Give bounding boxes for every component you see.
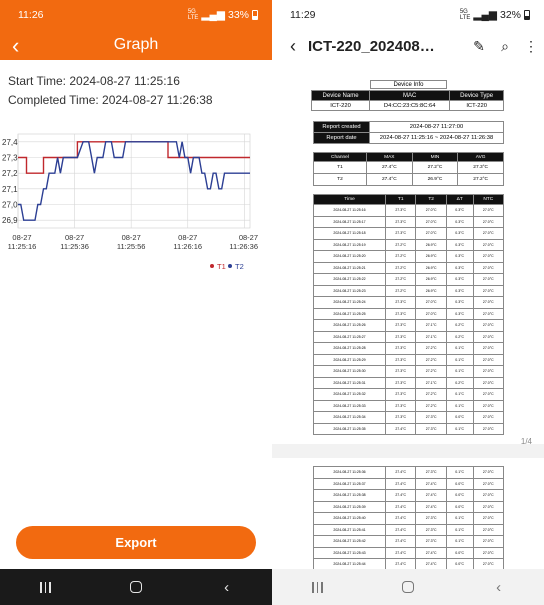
table-cell: 2024-08-27 11:25:34 bbox=[314, 412, 386, 424]
table-cell: 27.4°C bbox=[386, 478, 416, 490]
table-row bbox=[314, 478, 504, 490]
table-cell: 2024-08-27 11:25:40 bbox=[314, 513, 386, 525]
mac-header: MAC bbox=[370, 91, 450, 101]
table-cell: 27.0°C bbox=[416, 228, 446, 240]
data-header: ΔT bbox=[446, 195, 473, 205]
table-cell: 2024-08-27 11:25:26 bbox=[314, 320, 386, 332]
table-row bbox=[314, 524, 504, 536]
table-row bbox=[314, 285, 504, 297]
report-created-value: 2024-08-27 11:27:00 bbox=[370, 122, 504, 133]
table-cell: 27.0°C bbox=[473, 423, 503, 435]
legend-label-t2: T2 bbox=[235, 262, 244, 271]
pdf-page-2[interactable] bbox=[272, 458, 544, 570]
table-cell: 0.1°C bbox=[446, 513, 473, 525]
edit-icon: ✎ bbox=[473, 37, 485, 54]
table-cell: 27.3°C bbox=[386, 377, 416, 389]
table-row bbox=[314, 239, 504, 251]
home-button[interactable] bbox=[111, 572, 161, 602]
table-cell: 27.0°C bbox=[473, 400, 503, 412]
table-cell: 2024-08-27 11:25:22 bbox=[314, 274, 386, 286]
table-cell: 27.2°C bbox=[386, 262, 416, 274]
home-icon bbox=[402, 581, 414, 593]
table-cell: 27.3°C bbox=[386, 320, 416, 332]
status-bar bbox=[272, 0, 544, 30]
table-cell: 2024-08-27 11:25:42 bbox=[314, 536, 386, 548]
table-cell: 27.0°C bbox=[473, 285, 503, 297]
y-tick-label: 27,4 bbox=[2, 137, 18, 147]
battery-level: 33% bbox=[227, 9, 249, 21]
channel-header: AVG bbox=[458, 153, 504, 162]
device-type-value: ICT-220 bbox=[450, 101, 504, 111]
table-cell: 0.0°C bbox=[446, 501, 473, 513]
plot-frame bbox=[18, 134, 250, 228]
table-cell: 0.1°C bbox=[446, 423, 473, 435]
recent-apps-icon bbox=[312, 582, 323, 593]
table-cell: 0.1°C bbox=[446, 354, 473, 366]
table-cell: 2024-08-27 11:25:25 bbox=[314, 308, 386, 320]
edit-button[interactable] bbox=[466, 38, 492, 55]
table-cell: 27.1°C bbox=[416, 320, 446, 332]
status-icons bbox=[188, 9, 258, 21]
table-cell: 27.2°C bbox=[416, 389, 446, 401]
table-cell: 2024-08-27 11:25:39 bbox=[314, 501, 386, 513]
table-cell: 2024-08-27 11:25:44 bbox=[314, 559, 386, 571]
table-cell: 0.3°C bbox=[446, 251, 473, 263]
channel-header: Channel bbox=[314, 153, 367, 162]
table-cell: 0.3°C bbox=[446, 228, 473, 240]
table-row bbox=[314, 354, 504, 366]
pdf-page-1[interactable] bbox=[272, 62, 544, 444]
table-cell: 2024-08-27 11:25:19 bbox=[314, 239, 386, 251]
table-cell: 27.0°C bbox=[473, 559, 503, 571]
data-header: Time bbox=[314, 195, 386, 205]
table-cell: 0.1°C bbox=[446, 343, 473, 355]
table-cell: 27.0°C bbox=[473, 205, 503, 217]
table-cell: 27.3°C bbox=[416, 467, 446, 479]
channel-header: MAX bbox=[366, 153, 412, 162]
table-cell: 0.3°C bbox=[446, 205, 473, 217]
viewer-toolbar bbox=[272, 30, 544, 62]
table-cell: 0.0°C bbox=[446, 547, 473, 559]
document-title: ICT-220_202408… bbox=[308, 37, 435, 55]
channel-row bbox=[314, 174, 504, 186]
back-button[interactable]: ‹ bbox=[290, 35, 296, 56]
table-row bbox=[314, 423, 504, 435]
table-cell: 27.0°C bbox=[473, 343, 503, 355]
table-cell: 27.2°C bbox=[386, 285, 416, 297]
table-cell: 27.0°C bbox=[473, 228, 503, 240]
table-cell: 2024-08-27 11:25:36 bbox=[314, 467, 386, 479]
pdf-viewer-screen bbox=[272, 0, 544, 605]
table-cell: 2024-08-27 11:25:31 bbox=[314, 377, 386, 389]
report-date-value: 2024-08-27 11:25:16 ~ 2024-08-27 11:26:38 bbox=[370, 133, 504, 144]
legend-label-t1: T1 bbox=[217, 262, 226, 271]
table-cell: 27.0°C bbox=[473, 308, 503, 320]
table-cell: 2024-08-27 11:25:32 bbox=[314, 389, 386, 401]
table-cell: 2024-08-27 11:25:27 bbox=[314, 331, 386, 343]
table-cell: 27.0°C bbox=[473, 412, 503, 424]
table-cell: 26.9°C bbox=[416, 251, 446, 263]
completed-time: Completed Time: 2024-08-27 11:26:38 bbox=[8, 93, 213, 107]
device-info-label: Device Info bbox=[370, 80, 447, 89]
table-cell: 27.4°C bbox=[386, 467, 416, 479]
table-cell: 27.0°C bbox=[473, 513, 503, 525]
table-cell: 27.2°C bbox=[386, 239, 416, 251]
y-tick-label: 27,2 bbox=[2, 169, 18, 179]
table-cell: 27.0°C bbox=[473, 366, 503, 378]
legend-marker-t1 bbox=[210, 264, 214, 268]
table-cell: 0.1°C bbox=[446, 467, 473, 479]
channel-header: MIN bbox=[412, 153, 458, 162]
channel-cell: 27.4°C bbox=[366, 174, 412, 186]
table-cell: 0.1°C bbox=[446, 389, 473, 401]
app-bar bbox=[0, 30, 272, 60]
system-nav-bar bbox=[272, 569, 544, 605]
chevron-left-icon: ‹ bbox=[496, 578, 502, 596]
table-cell: 0.1°C bbox=[446, 366, 473, 378]
data-header: NTC bbox=[473, 195, 503, 205]
home-icon bbox=[130, 581, 142, 593]
start-time: Start Time: 2024-08-27 11:25:16 bbox=[8, 74, 180, 88]
table-cell: 27.0°C bbox=[473, 377, 503, 389]
time-range bbox=[8, 72, 213, 110]
nav-back-button[interactable] bbox=[474, 572, 524, 602]
table-cell: 2024-08-27 11:25:38 bbox=[314, 490, 386, 502]
table-cell: 27.3°C bbox=[386, 228, 416, 240]
more-options-button[interactable] bbox=[518, 38, 544, 55]
table-cell: 0.3°C bbox=[446, 274, 473, 286]
table-cell: 27.4°C bbox=[416, 490, 446, 502]
table-cell: 27.3°C bbox=[386, 331, 416, 343]
table-cell: 27.2°C bbox=[416, 366, 446, 378]
chevron-left-icon: ‹ bbox=[224, 578, 230, 596]
table-cell: 0.2°C bbox=[446, 377, 473, 389]
table-cell: 0.1°C bbox=[446, 524, 473, 536]
table-cell: 27.3°C bbox=[386, 343, 416, 355]
nav-back-button[interactable] bbox=[202, 572, 252, 602]
channel-cell: 27.4°C bbox=[366, 162, 412, 174]
table-row bbox=[314, 274, 504, 286]
table-cell: 27.0°C bbox=[416, 216, 446, 228]
table-cell: 27.0°C bbox=[473, 216, 503, 228]
table-cell: 0.1°C bbox=[446, 536, 473, 548]
device-name-value: ICT-220 bbox=[312, 101, 370, 111]
table-cell: 27.2°C bbox=[386, 274, 416, 286]
table-cell: 27.3°C bbox=[386, 366, 416, 378]
table-row bbox=[314, 320, 504, 332]
status-icons bbox=[460, 9, 530, 21]
network-icon: 5G LTE bbox=[459, 9, 471, 21]
table-cell: 27.2°C bbox=[386, 251, 416, 263]
table-cell: 27.3°C bbox=[386, 216, 416, 228]
table-cell: 0.3°C bbox=[446, 262, 473, 274]
table-cell: 27.0°C bbox=[473, 320, 503, 332]
table-row bbox=[314, 400, 504, 412]
channel-cell: 26.9°C bbox=[412, 174, 458, 186]
table-cell: 27.2°C bbox=[416, 354, 446, 366]
table-cell: 0.3°C bbox=[446, 216, 473, 228]
table-row bbox=[314, 343, 504, 355]
table-cell: 2024-08-27 11:25:28 bbox=[314, 343, 386, 355]
table-cell: 26.9°C bbox=[416, 274, 446, 286]
table-cell: 27.4°C bbox=[386, 547, 416, 559]
table-row bbox=[314, 251, 504, 263]
table-cell: 27.0°C bbox=[473, 262, 503, 274]
table-cell: 2024-08-27 11:25:17 bbox=[314, 216, 386, 228]
table-row bbox=[314, 412, 504, 424]
search-icon: ⌕ bbox=[501, 37, 509, 54]
table-cell: 27.0°C bbox=[416, 205, 446, 217]
x-tick-time: 11:25:56 bbox=[116, 242, 146, 251]
channel-cell: 27.3°C bbox=[458, 162, 504, 174]
table-cell: 0.2°C bbox=[446, 331, 473, 343]
x-tick-time: 11:25:16 bbox=[7, 242, 37, 251]
table-cell: 2024-08-27 11:25:20 bbox=[314, 251, 386, 263]
table-cell: 27.2°C bbox=[416, 343, 446, 355]
table-cell: 0.3°C bbox=[446, 297, 473, 309]
signal-icon: ▂▄▆ bbox=[473, 9, 497, 21]
channel-summary-table bbox=[313, 152, 504, 186]
table-cell: 27.0°C bbox=[473, 354, 503, 366]
table-row bbox=[314, 262, 504, 274]
table-cell: 27.0°C bbox=[416, 297, 446, 309]
more-vert-icon: ⋮ bbox=[524, 37, 538, 54]
table-row bbox=[314, 297, 504, 309]
device-name-header: Device Name bbox=[312, 91, 370, 101]
x-tick-date: 08-27 bbox=[238, 233, 258, 242]
table-cell: 27.0°C bbox=[473, 274, 503, 286]
table-cell: 27.4°C bbox=[386, 513, 416, 525]
battery-icon bbox=[524, 10, 530, 20]
table-cell: 27.3°C bbox=[386, 400, 416, 412]
table-cell: 27.4°C bbox=[386, 559, 416, 571]
table-cell: 27.3°C bbox=[416, 423, 446, 435]
table-cell: 27.3°C bbox=[416, 513, 446, 525]
table-cell: 27.0°C bbox=[416, 308, 446, 320]
series-line-t2 bbox=[18, 142, 250, 220]
table-row bbox=[314, 205, 504, 217]
table-cell: 27.0°C bbox=[473, 389, 503, 401]
table-cell: 27.3°C bbox=[386, 308, 416, 320]
back-button[interactable]: ‹ bbox=[12, 33, 20, 58]
table-cell: 27.3°C bbox=[416, 536, 446, 548]
report-info-table bbox=[313, 121, 504, 144]
table-cell: 27.4°C bbox=[386, 501, 416, 513]
legend-marker-t2 bbox=[228, 264, 232, 268]
table-row bbox=[314, 547, 504, 559]
table-cell: 27.4°C bbox=[386, 490, 416, 502]
table-cell: 27.4°C bbox=[386, 536, 416, 548]
signal-icon: ▂▄▆ bbox=[201, 9, 225, 21]
table-row bbox=[314, 467, 504, 479]
table-cell: 0.3°C bbox=[446, 285, 473, 297]
table-cell: 2024-08-27 11:25:23 bbox=[314, 285, 386, 297]
table-cell: 27.0°C bbox=[473, 331, 503, 343]
report-date-label: Report date bbox=[314, 133, 370, 144]
table-cell: 0.3°C bbox=[446, 308, 473, 320]
table-cell: 27.3°C bbox=[386, 354, 416, 366]
table-cell: 27.3°C bbox=[386, 412, 416, 424]
table-cell: 0.3°C bbox=[446, 239, 473, 251]
y-tick-label: 27,3 bbox=[2, 153, 18, 163]
table-cell: 2024-08-27 11:25:21 bbox=[314, 262, 386, 274]
table-cell: 27.3°C bbox=[416, 412, 446, 424]
table-cell: 27.4°C bbox=[416, 559, 446, 571]
table-cell: 27.0°C bbox=[473, 478, 503, 490]
x-tick-time: 11:26:36 bbox=[229, 242, 258, 251]
export-button[interactable]: Export bbox=[16, 526, 256, 559]
table-cell: 27.0°C bbox=[473, 536, 503, 548]
table-cell: 27.4°C bbox=[416, 547, 446, 559]
table-cell: 27.0°C bbox=[473, 501, 503, 513]
table-cell: 2024-08-27 11:25:18 bbox=[314, 228, 386, 240]
recent-apps-icon bbox=[40, 582, 51, 593]
table-cell: 27.4°C bbox=[416, 501, 446, 513]
battery-icon bbox=[252, 10, 258, 20]
status-time: 11:26 bbox=[18, 9, 44, 21]
table-cell: 2024-08-27 11:25:43 bbox=[314, 547, 386, 559]
channel-cell: 27.2°C bbox=[458, 174, 504, 186]
table-cell: 2024-08-27 11:25:41 bbox=[314, 524, 386, 536]
table-cell: 27.0°C bbox=[473, 297, 503, 309]
table-cell: 27.4°C bbox=[386, 524, 416, 536]
table-cell: 0.0°C bbox=[446, 478, 473, 490]
table-cell: 27.4°C bbox=[386, 423, 416, 435]
table-cell: 27.3°C bbox=[386, 205, 416, 217]
table-cell: 2024-08-27 11:25:33 bbox=[314, 400, 386, 412]
recent-apps-button[interactable] bbox=[20, 572, 70, 602]
x-tick-date: 08-27 bbox=[12, 233, 32, 242]
table-cell: 0.0°C bbox=[446, 490, 473, 502]
device-type-header: Device Type bbox=[450, 91, 504, 101]
x-tick-date: 08-27 bbox=[178, 233, 198, 242]
table-row bbox=[314, 308, 504, 320]
table-cell: 2024-08-27 11:25:30 bbox=[314, 366, 386, 378]
channel-cell: 27.2°C bbox=[412, 162, 458, 174]
table-cell: 26.9°C bbox=[416, 239, 446, 251]
table-cell: 27.0°C bbox=[473, 524, 503, 536]
x-tick-date: 08-27 bbox=[121, 233, 141, 242]
recent-apps-button[interactable] bbox=[292, 572, 342, 602]
y-tick-label: 26,9 bbox=[2, 216, 18, 226]
channel-cell: T2 bbox=[314, 174, 367, 186]
data-header: T1 bbox=[386, 195, 416, 205]
table-cell: 27.0°C bbox=[473, 239, 503, 251]
table-cell: 2024-08-27 11:25:35 bbox=[314, 423, 386, 435]
page-title: Graph bbox=[113, 36, 159, 53]
page-indicator: 1/4 bbox=[520, 437, 532, 446]
table-row bbox=[314, 501, 504, 513]
x-tick-time: 11:25:36 bbox=[60, 242, 89, 251]
table-cell: 2024-08-27 11:25:24 bbox=[314, 297, 386, 309]
x-tick-date: 08-27 bbox=[64, 233, 85, 242]
table-cell: 26.9°C bbox=[416, 262, 446, 274]
table-row bbox=[314, 216, 504, 228]
table-cell: 2024-08-27 11:25:16 bbox=[314, 205, 386, 217]
channel-cell: T1 bbox=[314, 162, 367, 174]
device-info-table bbox=[311, 90, 504, 111]
table-cell: 2024-08-27 11:25:37 bbox=[314, 478, 386, 490]
data-header: T2 bbox=[416, 195, 446, 205]
y-tick-label: 27,1 bbox=[2, 184, 18, 194]
table-row bbox=[314, 536, 504, 548]
network-icon: 5G LTE bbox=[187, 9, 199, 21]
table-cell: 27.0°C bbox=[473, 467, 503, 479]
table-cell: 26.9°C bbox=[416, 285, 446, 297]
data-table bbox=[313, 194, 504, 435]
search-button[interactable] bbox=[492, 38, 518, 55]
x-tick-time: 11:26:16 bbox=[173, 242, 203, 251]
table-row bbox=[314, 331, 504, 343]
table-cell: 27.0°C bbox=[473, 490, 503, 502]
table-cell: 27.3°C bbox=[416, 524, 446, 536]
table-row bbox=[314, 377, 504, 389]
system-nav-bar bbox=[0, 569, 272, 605]
table-row bbox=[314, 389, 504, 401]
table-cell: 27.3°C bbox=[386, 389, 416, 401]
table-row bbox=[314, 228, 504, 240]
table-row bbox=[314, 490, 504, 502]
y-tick-label: 27,0 bbox=[2, 200, 18, 210]
table-cell: 0.0°C bbox=[446, 412, 473, 424]
table-cell: 27.0°C bbox=[473, 251, 503, 263]
table-cell: 27.1°C bbox=[416, 377, 446, 389]
table-cell: 0.1°C bbox=[446, 400, 473, 412]
table-cell: 27.4°C bbox=[416, 478, 446, 490]
table-row bbox=[314, 513, 504, 525]
status-time: 11:29 bbox=[290, 9, 316, 21]
data-table-continued bbox=[313, 466, 504, 570]
channel-row bbox=[314, 162, 504, 174]
table-cell: 27.1°C bbox=[416, 331, 446, 343]
table-cell: 2024-08-27 11:25:29 bbox=[314, 354, 386, 366]
temperature-chart bbox=[0, 126, 272, 276]
table-cell: 0.0°C bbox=[446, 559, 473, 571]
table-cell: 0.2°C bbox=[446, 320, 473, 332]
table-cell: 27.0°C bbox=[473, 547, 503, 559]
table-cell: 27.3°C bbox=[386, 297, 416, 309]
battery-level: 32% bbox=[499, 9, 521, 21]
table-row bbox=[314, 366, 504, 378]
table-cell: 27.2°C bbox=[416, 400, 446, 412]
report-created-label: Report created bbox=[314, 122, 370, 133]
home-button[interactable] bbox=[383, 572, 433, 602]
mac-value: D4:CC:23:C5:8C:64 bbox=[370, 101, 450, 111]
status-bar bbox=[0, 0, 272, 30]
